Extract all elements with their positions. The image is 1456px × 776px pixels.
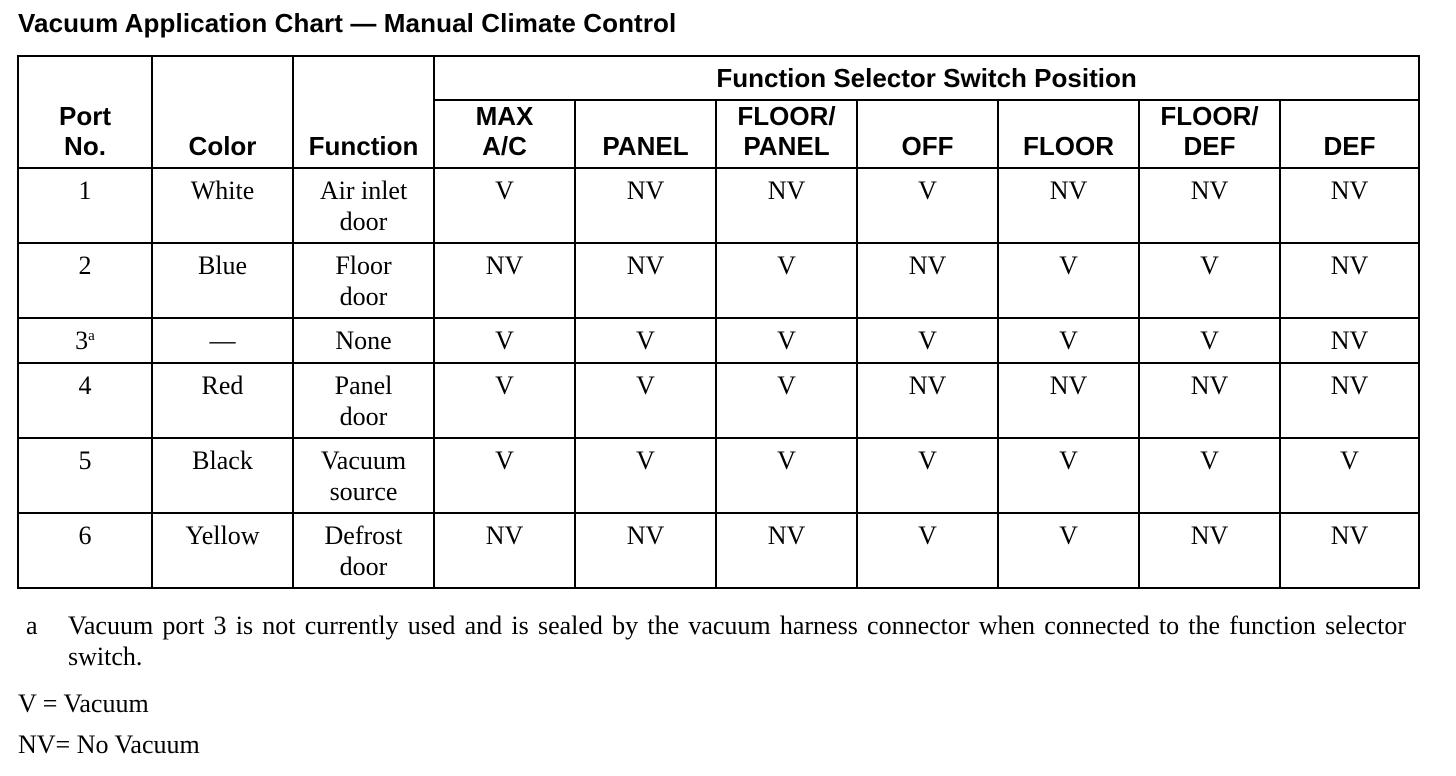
cell-vacuum-state-floor-def: V xyxy=(1139,438,1280,513)
function-line: door xyxy=(339,207,388,236)
port-number: 6 xyxy=(78,521,92,550)
cell-vacuum-state-off: NV xyxy=(857,243,998,318)
cell-port-no xyxy=(18,438,152,513)
table-row xyxy=(18,168,1419,243)
cell-function xyxy=(293,318,434,363)
function-line: Floor xyxy=(335,251,392,280)
table-row xyxy=(18,438,1419,513)
footnote-reference: a xyxy=(88,328,95,344)
header-position-def xyxy=(1280,100,1419,168)
header-position-floor xyxy=(998,100,1139,168)
cell-vacuum-state-def: NV xyxy=(1280,363,1419,438)
cell-color: Blue xyxy=(152,243,293,318)
cell-vacuum-state-floor: NV xyxy=(998,363,1139,438)
cell-vacuum-state-off: V xyxy=(857,513,998,588)
header-position-line: A/C xyxy=(482,131,527,161)
cell-port-no xyxy=(18,363,152,438)
footnote-mark: a xyxy=(26,611,38,640)
cell-vacuum-state-max-ac: V xyxy=(434,363,575,438)
header-color: Color xyxy=(152,56,293,168)
port-number: 2 xyxy=(78,251,92,280)
function-line: Vacuum xyxy=(320,446,407,475)
cell-vacuum-state-floor-def: NV xyxy=(1139,363,1280,438)
cell-vacuum-state-max-ac: V xyxy=(434,168,575,243)
header-position-line: DEF xyxy=(1183,131,1236,161)
header-position-line xyxy=(1281,101,1418,131)
header-position-max-ac xyxy=(434,100,575,168)
vacuum-application-table xyxy=(17,55,1420,589)
header-function-selector-switch-position: Function Selector Switch Position xyxy=(434,56,1419,100)
cell-port-no xyxy=(18,318,152,363)
cell-vacuum-state-off: V xyxy=(857,318,998,363)
header-position-line: PANEL xyxy=(743,131,830,161)
table-row xyxy=(18,513,1419,588)
cell-vacuum-state-floor: V xyxy=(998,243,1139,318)
table-body xyxy=(18,168,1419,588)
function-line: door xyxy=(339,552,388,581)
cell-port-no xyxy=(18,168,152,243)
cell-vacuum-state-floor-def: V xyxy=(1139,318,1280,363)
port-number: 4 xyxy=(78,371,92,400)
cell-vacuum-state-floor-def: V xyxy=(1139,243,1280,318)
cell-color: Yellow xyxy=(152,513,293,588)
table-row xyxy=(18,318,1419,363)
cell-vacuum-state-floor-panel: V xyxy=(716,363,857,438)
header-position-line: MAX xyxy=(475,101,534,131)
header-position-floor-panel xyxy=(716,100,857,168)
port-number: 3 xyxy=(75,326,89,355)
cell-function xyxy=(293,438,434,513)
cell-vacuum-state-floor-panel: V xyxy=(716,438,857,513)
port-number: 1 xyxy=(78,176,92,205)
cell-vacuum-state-floor: V xyxy=(998,318,1139,363)
cell-vacuum-state-def: NV xyxy=(1280,513,1419,588)
port-number: 5 xyxy=(78,446,92,475)
footnote xyxy=(26,610,1406,672)
header-position-off xyxy=(857,100,998,168)
table-row xyxy=(18,243,1419,318)
header-position-line: FLOOR/ xyxy=(737,101,836,131)
cell-vacuum-state-off: V xyxy=(857,168,998,243)
header-position-line xyxy=(576,101,715,131)
cell-vacuum-state-max-ac: V xyxy=(434,318,575,363)
function-line: Air inlet xyxy=(319,176,408,205)
header-position-line: FLOOR/ xyxy=(1160,101,1259,131)
header-position-line: DEF xyxy=(1323,131,1376,161)
header-position-line xyxy=(999,101,1138,131)
cell-color: — xyxy=(152,318,293,363)
cell-vacuum-state-floor-panel: NV xyxy=(716,168,857,243)
header-port-line2: No. xyxy=(64,131,106,161)
cell-vacuum-state-floor-def: NV xyxy=(1139,168,1280,243)
cell-vacuum-state-def: V xyxy=(1280,438,1419,513)
cell-color: Red xyxy=(152,363,293,438)
cell-vacuum-state-off: NV xyxy=(857,363,998,438)
cell-vacuum-state-floor-panel: V xyxy=(716,318,857,363)
cell-vacuum-state-max-ac: NV xyxy=(434,513,575,588)
header-position-line xyxy=(858,101,997,131)
header-port-no xyxy=(18,56,152,168)
legend-no-vacuum: NV= No Vacuum xyxy=(18,730,200,759)
header-port-line1: Port xyxy=(59,101,111,131)
cell-vacuum-state-panel: V xyxy=(575,318,716,363)
header-function: Function xyxy=(293,56,434,168)
cell-vacuum-state-def: NV xyxy=(1280,318,1419,363)
cell-vacuum-state-panel: NV xyxy=(575,513,716,588)
cell-vacuum-state-floor: NV xyxy=(998,168,1139,243)
cell-vacuum-state-floor-panel: V xyxy=(716,243,857,318)
cell-vacuum-state-panel: V xyxy=(575,438,716,513)
legend-vacuum: V = Vacuum xyxy=(18,689,149,718)
cell-function xyxy=(293,363,434,438)
function-line: door xyxy=(339,282,388,311)
function-line: Defrost xyxy=(324,521,403,550)
cell-vacuum-state-def: NV xyxy=(1280,243,1419,318)
cell-vacuum-state-panel: NV xyxy=(575,243,716,318)
header-position-line: OFF xyxy=(901,131,954,161)
chart-title: Vacuum Application Chart — Manual Climate Control xyxy=(18,8,677,38)
function-line: source xyxy=(329,477,398,506)
cell-vacuum-state-off: V xyxy=(857,438,998,513)
cell-vacuum-state-max-ac: NV xyxy=(434,243,575,318)
cell-vacuum-state-floor-panel: NV xyxy=(716,513,857,588)
cell-vacuum-state-panel: V xyxy=(575,363,716,438)
header-position-line: PANEL xyxy=(602,131,689,161)
cell-function xyxy=(293,168,434,243)
function-line: Panel xyxy=(334,371,393,400)
cell-function xyxy=(293,243,434,318)
cell-function xyxy=(293,513,434,588)
cell-color: Black xyxy=(152,438,293,513)
footnote-text: Vacuum port 3 is not currently used and is sealed by the vacuum harness connector when connected to the function selector switch. xyxy=(68,611,1406,671)
header-position-line: FLOOR xyxy=(1023,131,1114,161)
header-row-group xyxy=(18,56,1419,100)
function-line: None xyxy=(335,326,392,355)
cell-vacuum-state-floor-def: NV xyxy=(1139,513,1280,588)
cell-vacuum-state-max-ac: V xyxy=(434,438,575,513)
cell-vacuum-state-floor: V xyxy=(998,513,1139,588)
cell-port-no xyxy=(18,513,152,588)
cell-color: White xyxy=(152,168,293,243)
cell-vacuum-state-panel: NV xyxy=(575,168,716,243)
cell-vacuum-state-floor: V xyxy=(998,438,1139,513)
header-position-floor-def xyxy=(1139,100,1280,168)
table-row xyxy=(18,363,1419,438)
cell-vacuum-state-def: NV xyxy=(1280,168,1419,243)
function-line: door xyxy=(339,402,388,431)
cell-port-no xyxy=(18,243,152,318)
header-position-panel xyxy=(575,100,716,168)
